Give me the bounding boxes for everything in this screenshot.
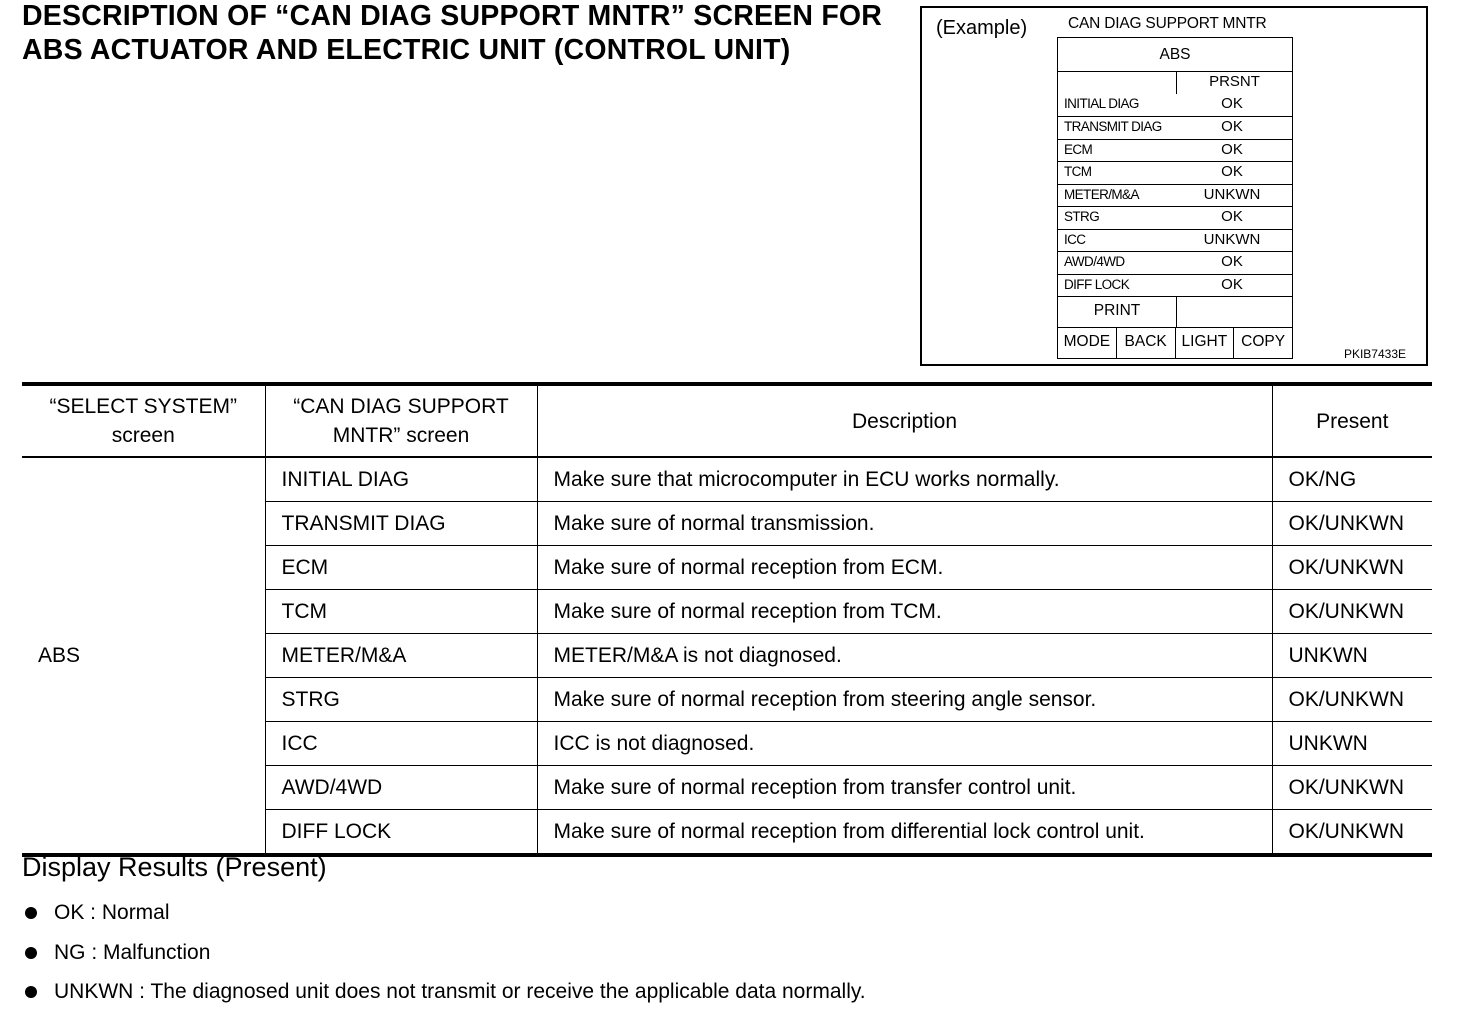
example-item-row (1058, 274, 1292, 297)
example-item-name: METER/M&A (1064, 186, 1139, 202)
example-item-name: STRG (1064, 209, 1100, 224)
description-cell: Make sure of normal reception from ECM. (537, 546, 1272, 590)
example-print-blank (1177, 297, 1292, 327)
example-header-blank (1058, 72, 1177, 94)
description-cell: ICC is not diagnosed. (537, 722, 1272, 766)
present-cell: UNKWN (1272, 722, 1432, 766)
system-cell: ABS (38, 643, 81, 667)
example-item-row (1058, 139, 1292, 162)
example-item-row (1058, 206, 1292, 229)
result-text: UNKWN : The diagnosed unit does not transmit or receive the applicable data normally. (54, 980, 866, 1003)
header-select-system-line1: “SELECT SYSTEM” (49, 395, 237, 418)
header-select-system (22, 384, 265, 457)
result-item (22, 898, 866, 938)
item-cell: ECM (265, 546, 537, 590)
description-cell: Make sure that microcomputer in ECU works normally. (537, 457, 1272, 502)
figure-code: PKIB7433E (1343, 347, 1406, 361)
result-text: OK : Normal (54, 901, 170, 924)
example-item-row (1058, 94, 1292, 117)
item-cell: AWD/4WD (265, 766, 537, 810)
present-cell: OK/UNKWN (1272, 590, 1432, 634)
table-header-row (22, 384, 1432, 457)
example-item-row (1058, 229, 1292, 252)
header-select-system-line2: screen (111, 424, 175, 447)
example-item-name: INITIAL DIAG (1064, 95, 1139, 111)
header-can-diag-line2: MNTR” screen (332, 424, 470, 447)
can-diag-table (22, 382, 1432, 857)
item-cell: DIFF LOCK (265, 810, 537, 856)
description-cell: Make sure of normal reception from TCM. (537, 590, 1272, 634)
example-item-name: AWD/4WD (1064, 254, 1125, 269)
example-item-value: OK (1221, 253, 1243, 270)
example-item-row (1058, 116, 1292, 139)
present-cell: OK/UNKWN (1272, 546, 1432, 590)
example-item-name: ECM (1064, 141, 1093, 157)
example-back-button[interactable]: BACK (1117, 328, 1176, 358)
header-present: Present (1272, 384, 1432, 457)
present-cell: OK/UNKWN (1272, 502, 1432, 546)
example-item-value: OK (1221, 94, 1243, 112)
example-item-value: OK (1221, 163, 1243, 180)
present-cell: OK/NG (1272, 457, 1432, 502)
example-light-button[interactable]: LIGHT (1176, 328, 1235, 358)
present-cell: OK/UNKWN (1272, 766, 1432, 810)
item-cell: METER/M&A (265, 634, 537, 678)
example-figure (920, 6, 1428, 366)
bullet-icon (25, 986, 37, 998)
description-cell: Make sure of normal reception from differential lock control unit. (537, 810, 1272, 856)
example-header-row (1058, 71, 1292, 94)
header-can-diag-line1: “CAN DIAG SUPPORT (293, 395, 509, 418)
example-screen-title: CAN DIAG SUPPORT MNTR (1068, 15, 1267, 32)
result-item (22, 977, 866, 1017)
example-item-name: TRANSMIT DIAG (1064, 119, 1162, 134)
item-cell: ICC (265, 722, 537, 766)
example-column-header: PRSNT (1209, 73, 1260, 90)
example-item-list (1058, 94, 1292, 297)
present-cell: OK/UNKWN (1272, 810, 1432, 856)
bullet-icon (25, 907, 37, 919)
results-list (22, 898, 866, 1017)
example-item-value: OK (1221, 208, 1243, 225)
example-copy-button[interactable]: COPY (1241, 333, 1286, 350)
present-cell: UNKWN (1272, 634, 1432, 678)
example-button-row (1058, 327, 1292, 358)
example-print-button[interactable]: PRINT (1058, 297, 1177, 327)
table-body (22, 457, 1432, 855)
results-title: Display Results (Present) (22, 852, 327, 882)
example-item-name: TCM (1064, 164, 1092, 179)
example-mode-button[interactable]: MODE (1058, 328, 1117, 358)
result-item (22, 938, 866, 978)
example-item-row (1058, 184, 1292, 207)
example-label: (Example) (936, 17, 1028, 39)
example-item-name: ICC (1064, 231, 1086, 247)
example-consult-screen (1057, 37, 1293, 359)
example-item-row (1058, 251, 1292, 274)
example-item-value: OK (1221, 140, 1243, 158)
header-description: Description (537, 384, 1272, 457)
header-can-diag (265, 384, 537, 457)
item-cell: TRANSMIT DIAG (265, 502, 537, 546)
description-cell: Make sure of normal reception from steering angle sensor. (537, 678, 1272, 722)
example-item-row (1058, 161, 1292, 184)
example-item-value: UNKWN (1203, 230, 1261, 248)
description-cell: Make sure of normal transmission. (537, 502, 1272, 546)
example-system-row (1058, 38, 1292, 71)
example-system-name: ABS (1159, 45, 1191, 63)
example-item-value: UNKWN (1203, 185, 1261, 203)
description-cell: METER/M&A is not diagnosed. (537, 634, 1272, 678)
description-cell: Make sure of normal reception from transfer control unit. (537, 766, 1272, 810)
example-item-value: OK (1221, 118, 1243, 135)
item-cell: INITIAL DIAG (265, 457, 537, 502)
present-cell: OK/UNKWN (1272, 678, 1432, 722)
result-text: NG : Malfunction (54, 940, 211, 964)
page-title: DESCRIPTION OF “CAN DIAG SUPPORT MNTR” SCREEN FOR ABS ACTUATOR AND ELECTRIC UNIT (CONTROL UNIT) (22, 0, 883, 66)
example-print-row (1058, 296, 1292, 327)
example-item-value: OK (1221, 275, 1243, 293)
bullet-icon (25, 947, 37, 959)
item-cell: TCM (265, 590, 537, 634)
item-cell: STRG (265, 678, 537, 722)
example-item-name: DIFF LOCK (1064, 276, 1130, 292)
table-row (22, 457, 1432, 502)
